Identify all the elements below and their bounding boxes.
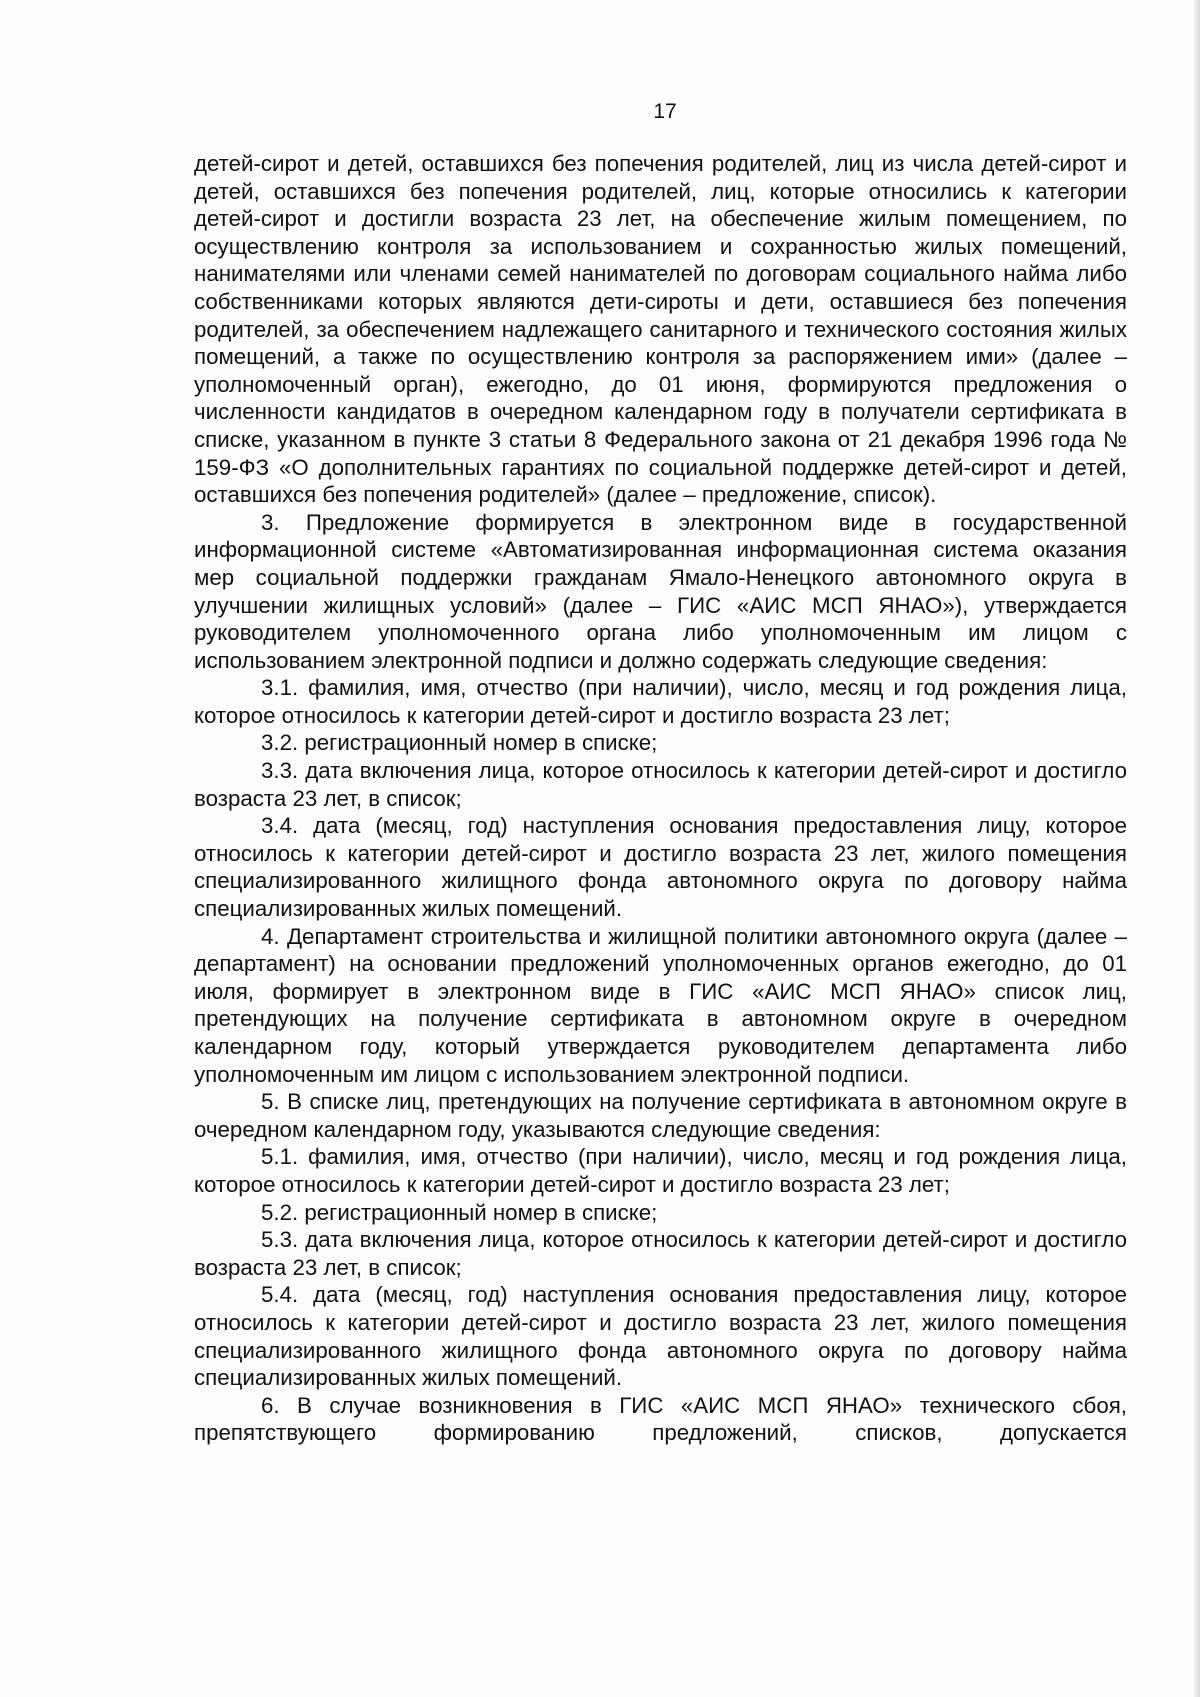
page-edge-shadow	[1194, 0, 1200, 1697]
paragraph-item-5-4: 5.4. дата (месяц, год) наступления основания предоставления лицу, которое относилось к категории детей-сирот и достигло возраста 23 лет, жилого помещения специализированного жилищного фонда автономного округа по договору найма специализированных жилых помещений.	[194, 1282, 1127, 1391]
paragraph-item-6: 6. В случае возникновения в ГИС «АИС МСП ЯНАО» технического сбоя, препятствующего формированию предложений, списков, допускается	[194, 1392, 1127, 1446]
paragraph-item-4: 4. Департамент строительства и жилищной политики автономного округа (далее – департамент) на основании предложений уполномоченных органов ежегодно, до 01 июля, формирует в электронном виде в ГИС «АИС МСП ЯНАО» список лиц, претендующих на получение сертификата в автономном округе в очередном календарном году, который утверждается руководителем департамента либо уполномоченным им лицом с использованием электронной подписи.	[194, 923, 1127, 1087]
paragraph-item-5-1: 5.1. фамилия, имя, отчество (при наличии), число, месяц и год рождения лица, которое относилось к категории детей-сирот и достигло возраста 23 лет;	[194, 1144, 1127, 1197]
paragraph-item-3-4: 3.4. дата (месяц, год) наступления основания предоставления лицу, которое относилось к категории детей-сирот и достигло возраста 23 лет, жилого помещения специализированного жилищного фонда автономного округа по договору найма специализированных жилых помещений.	[194, 813, 1127, 922]
paragraph-item-5: 5. В списке лиц, претендующих на получение сертификата в автономном округе в очередном календарном году, указываются следующие сведения:	[194, 1089, 1127, 1142]
paragraph-item-3: 3. Предложение формируется в электронном виде в государственной информационной системе «Автоматизированная информационная система оказания мер социальной поддержки гражданам Ямало-Ненецкого автономного округа в улучшении жилищных условий» (далее – ГИС «АИС МСП ЯНАО»), утверждается руководителем уполномоченного органа либо уполномоченным им лицом с использованием электронной подписи и должно содержать следующие сведения:	[194, 509, 1127, 673]
paragraph-item-3-1: 3.1. фамилия, имя, отчество (при наличии), число, месяц и год рождения лица, которое относилось к категории детей-сирот и достигло возраста 23 лет;	[194, 675, 1127, 728]
paragraph-item-5-3: 5.3. дата включения лица, которое относилось к категории детей-сирот и достигло возраста 23 лет, в список;	[194, 1227, 1127, 1280]
page-number: 17	[653, 100, 677, 123]
paragraph-continuation: детей-сирот и детей, оставшихся без попечения родителей, лиц из числа детей-сирот и детей, оставшихся без попечения родителей, лиц, которые относились к категории детей-сирот и достигли возраста 23 лет, на обеспечение жилым помещением, по осуществлению контроля за использованием и сохранностью жилых помещений, нанимателями или членами семей нанимателей по договорам социального найма либо собственниками которых являются дети-сироты и дети, оставшиеся без попечения родителей, за обеспечением надлежащего санитарного и технического состояния жилых помещений, а также по осуществлению контроля за распоряжением ими» (далее – уполномоченный орган), ежегодно, до 01 июня, формируются предложения о численности кандидатов в очередном календарном году в получатели сертификата в списке, указанном в пункте 3 статьи 8 Федерального закона от 21 декабря 1996 года № 159-ФЗ «О дополнительных гарантиях по социальной поддержке детей-сирот и детей, оставшихся без попечения родителей» (далее – предложение, список).	[194, 151, 1127, 508]
document-body	[194, 150, 1127, 1447]
paragraph-item-3-3: 3.3. дата включения лица, которое относилось к категории детей-сирот и достигло возраста 23 лет, в список;	[194, 758, 1127, 811]
paragraph-item-3-2: 3.2. регистрационный номер в списке;	[261, 730, 658, 756]
paragraph-item-5-2: 5.2. регистрационный номер в списке;	[261, 1199, 658, 1225]
